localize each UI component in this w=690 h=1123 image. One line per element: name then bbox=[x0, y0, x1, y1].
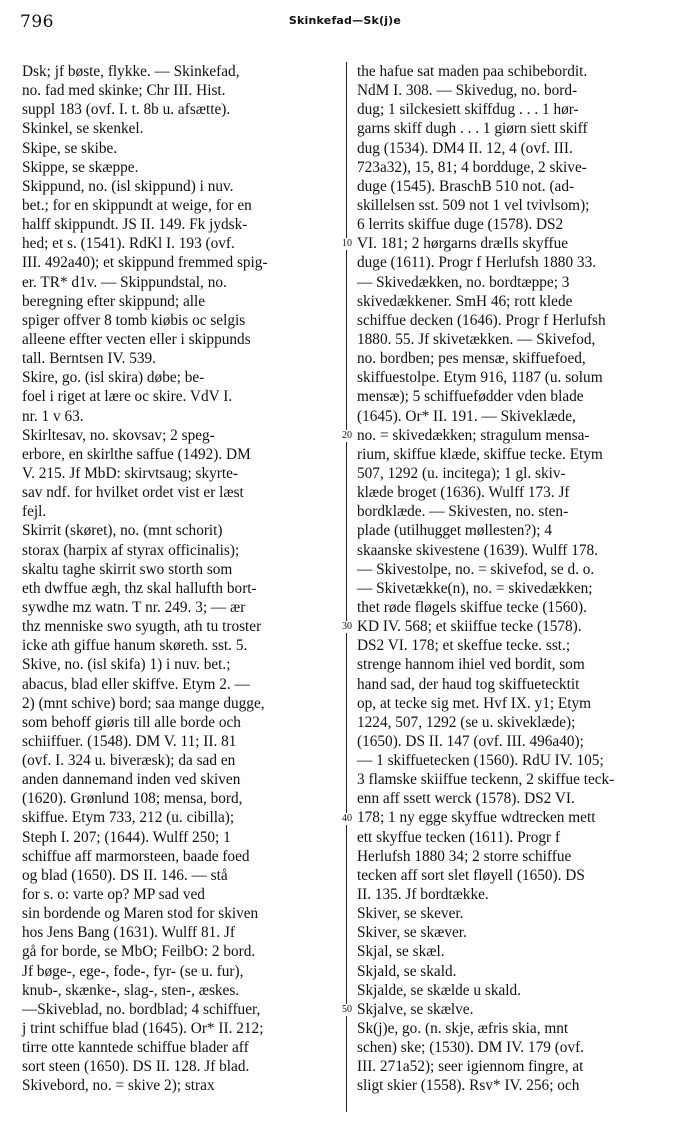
left-column-line: eth dwffue ægh, thz skal hallufth bort- bbox=[22, 579, 257, 597]
right-column-line: — Skivedækken, no. bordtæppe; 3 bbox=[357, 273, 570, 291]
right-column-line: hand sad, der haud tog skiffuetecktit bbox=[357, 675, 580, 693]
left-column-line: Jf bøge-, ege-, fode-, fyr- (se u. fur), bbox=[22, 962, 244, 980]
left-column-line: halff skippundt. JS II. 149. Fk jydsk- bbox=[22, 216, 248, 234]
right-column-line: II. 135. Jf bordtække. bbox=[357, 886, 489, 904]
right-column-line: bordklæde. — Skivesten, no. sten- bbox=[357, 503, 569, 521]
left-column-line: j trint schiffue blad (1645). Or* II. 212; bbox=[22, 1020, 264, 1038]
right-column-line: tecken aff sort slet fløyell (1650). DS bbox=[357, 866, 585, 884]
right-column-line: schen) ske; (1530). DM IV. 179 (ovf. bbox=[357, 1039, 585, 1057]
right-column-line: 1880. 55. Jf skivetækken. — Skivefod, bbox=[357, 330, 596, 348]
right-column-line: (1645). Or* II. 191. — Skiveklæde, bbox=[357, 407, 576, 425]
right-column-line: op, at tecke sig met. Hvf IX. y1; Etym bbox=[357, 694, 592, 712]
right-column-line: Skjalve, se skælve. bbox=[357, 1000, 474, 1018]
right-column-line: III. 271a52); seer igiennom fingre, at bbox=[357, 1058, 584, 1076]
left-column-line: skaltu taghe skirrit swo storth som bbox=[22, 560, 233, 578]
right-column-line: skivedækkener. SmH 46; rott klede bbox=[357, 292, 573, 310]
left-column-line: Skippund, no. (isl skippund) i nuv. bbox=[22, 177, 234, 195]
left-column-line: beregning efter skippund; alle bbox=[22, 292, 206, 310]
right-column-line: garns skiff dugh . . . 1 giørn siett skiff bbox=[357, 120, 588, 138]
left-column-line: hed; et s. (1541). RdKl I. 193 (ovf. bbox=[22, 235, 235, 253]
right-column-line: DS2 VI. 178; et skeffue tecke. sst.; bbox=[357, 637, 571, 655]
left-column-line: —Skiveblad, no. bordblad; 4 schiffuer, bbox=[22, 1000, 261, 1018]
right-column-line: strenge hannom ihiel ved bordit, som bbox=[357, 656, 585, 674]
right-column-line: duge (1611). Progr f Herlufsh 1880 33. bbox=[357, 254, 597, 272]
right-column-line: sligt skier (1558). Rsv* IV. 256; och bbox=[357, 1077, 580, 1095]
left-column-line: storax (harpix af styrax officinalis); bbox=[22, 541, 240, 559]
left-column-line: Dsk; jf bøste, flykke. — Skinkefad, bbox=[22, 63, 240, 80]
right-column-line: mensæ); 5 schiffuefødder vden blade bbox=[357, 388, 584, 406]
left-column-line: Skippe, se skæppe. bbox=[22, 158, 139, 176]
left-column-line: foel i riget at lære oc skire. VdV I. bbox=[22, 388, 233, 406]
left-column-line: gå for borde, se MbO; FeilbO: 2 bord. bbox=[22, 943, 256, 961]
right-column-line: (1650). DS II. 147 (ovf. III. 496a40); bbox=[357, 732, 584, 750]
right-column-line: Herlufsh 1880 34; 2 storre schiffue bbox=[357, 847, 572, 865]
left-column-line: III. 492a40); et skippund fremmed spig- bbox=[22, 254, 268, 272]
left-column-line: som behoff giøris till alle borde och bbox=[22, 713, 241, 731]
left-column-line: thz menniske swo syugth, ath tu troster bbox=[22, 618, 262, 636]
left-column-line: alleene effter vecten eller i skippunds bbox=[22, 330, 251, 348]
left-column-line: Skirltesav, no. skovsav; 2 speg- bbox=[22, 426, 215, 444]
right-column-line: ett skyffue tecken (1611). Progr f bbox=[357, 828, 561, 846]
left-column-line: spiger offver 8 tomb kiøbis oc selgis bbox=[22, 311, 246, 329]
right-column-line: dug (1534). DM4 II. 12, 4 (ovf. III. bbox=[357, 139, 573, 157]
right-column-line: 3 flamske skiiffue teckenn, 2 skiffue teck- bbox=[357, 771, 615, 789]
left-column-line: sin bordende og Maren stod for skiven bbox=[22, 905, 259, 923]
right-column-line: 1224, 507, 1292 (se u. skiveklæde); bbox=[357, 713, 576, 731]
left-column-line: hos Jens Bang (1631). Wulff 81. Jf bbox=[22, 924, 235, 942]
right-column bbox=[357, 62, 675, 1096]
margin-line-number: 40 bbox=[336, 813, 358, 825]
right-column-line: enn aff ssett werck (1578). DS2 VI. bbox=[357, 790, 575, 808]
left-column-line: knub-, skænke-, slag-, sten-, æskes. bbox=[22, 981, 240, 999]
right-column-line: no. bordben; pes mensæ, skiffuefoed, bbox=[357, 350, 586, 368]
left-column-line: Skive, no. (isl skifa) 1) i nuv. bet.; bbox=[22, 656, 231, 674]
right-column-line: klæde broget (1636). Wulff 173. Jf bbox=[357, 484, 570, 502]
margin-line-number: 30 bbox=[336, 621, 358, 633]
left-column-line: Skivebord, no. = skive 2); strax bbox=[22, 1077, 215, 1095]
left-column-line: schiiffuer. (1548). DM V. 11; II. 81 bbox=[22, 732, 237, 750]
left-column-line: fejl. bbox=[22, 503, 47, 521]
left-column-line: anden dannemand inden ved skiven bbox=[22, 771, 241, 789]
left-column-line: sort steen (1650). DS II. 128. Jf blad. bbox=[22, 1058, 250, 1076]
margin-line-number: 50 bbox=[336, 1004, 358, 1016]
left-column-line: sywdhe mz watn. T nr. 249. 3; — ær bbox=[22, 598, 246, 616]
left-column-line: no. fad med skinke; Chr III. Hist. bbox=[22, 82, 226, 100]
right-column-line: KD IV. 568; et skiiffue tecke (1578). bbox=[357, 618, 582, 636]
left-column-line: sav ndf. for hvilket ordet vist er læst bbox=[22, 484, 244, 502]
right-column-line: 6 lerrits skiffue duge (1578). DS2 bbox=[357, 216, 564, 234]
right-column-line: Skiver, se skever. bbox=[357, 905, 464, 923]
right-column-line: dug; 1 silckesiett skiffdug . . . 1 hør- bbox=[357, 101, 579, 119]
left-column-line: suppl 183 (ovf. I. t. 8b u. afsætte). bbox=[22, 101, 231, 119]
left-column-line: V. 215. Jf MbD: skirvtsaug; skyrte- bbox=[22, 464, 238, 482]
left-column-line: (1620). Grønlund 108; mensa, bord, bbox=[22, 790, 243, 808]
left-column-line: Skire, go. (isl skira) døbe; be- bbox=[22, 369, 205, 387]
column-divider bbox=[346, 62, 347, 1112]
right-column-line: skiffuestolpe. Etym 916, 1187 (u. solum bbox=[357, 369, 603, 387]
right-column-line: NdM I. 308. — Skivedug, no. bord- bbox=[357, 82, 578, 100]
right-column-line: 507, 1292 (u. incitega); 1 gl. skiv- bbox=[357, 464, 566, 482]
left-column bbox=[22, 62, 340, 1096]
right-column-line: Skjald, se skald. bbox=[357, 962, 457, 980]
margin-line-number: 20 bbox=[336, 430, 358, 442]
right-column-line: Sk(j)e, go. (n. skje, æfris skia, mnt bbox=[357, 1020, 569, 1038]
right-column-line: plade (utilhugget møllesten?); 4 bbox=[357, 522, 552, 540]
right-column-line: the hafue sat maden paa schibebordit. bbox=[357, 63, 588, 80]
right-column-line: skillelsen sst. 509 not 1 vel tvivlsom); bbox=[357, 196, 590, 214]
right-column-line: no. = skivedækken; stragulum mensa- bbox=[357, 426, 590, 444]
margin-line-number: 10 bbox=[336, 238, 358, 250]
right-column-line: rium, skiffue klæde, skiffue tecke. Etym bbox=[357, 445, 603, 463]
page-header bbox=[0, 12, 690, 36]
right-column-line: VI. 181; 2 hørgarns dræIls skyffue bbox=[357, 235, 569, 253]
right-column-line: — Skivetække(n), no. = skivedækken; bbox=[357, 579, 593, 597]
right-column-line: skaanske skivestene (1639). Wulff 178. bbox=[357, 541, 598, 559]
left-column-line: for s. o: varte op? MP sad ved bbox=[22, 886, 205, 904]
left-column-line: er. TR* d1v. — Skippundstal, no. bbox=[22, 273, 227, 291]
right-column-line: 178; 1 ny egge skyffue wdtrecken mett bbox=[357, 809, 596, 827]
right-column-line: duge (1545). BraschB 510 not. (ad- bbox=[357, 177, 575, 195]
left-column-line: og blad (1650). DS II. 146. — stå bbox=[22, 866, 228, 884]
left-column-line: tirre otte kanntede schiffue blader aff bbox=[22, 1039, 249, 1057]
left-column-line: erbore, en skirlthe saffue (1492). DM bbox=[22, 445, 251, 463]
left-column-line: icke ath giffue hanum skøreth. sst. 5. bbox=[22, 637, 248, 655]
left-column-line: abacus, blad eller skiffve. Etym 2. — bbox=[22, 675, 250, 693]
right-column-line: Skjalde, se skælde u skald. bbox=[357, 981, 522, 999]
left-column-line: Skipe, se skibe. bbox=[22, 139, 118, 157]
right-column-line: schiffue decken (1646). Progr f Herlufsh bbox=[357, 311, 606, 329]
right-column-line: Skjal, se skæl. bbox=[357, 943, 445, 961]
left-column-line: (ovf. I. 324 u. biveræsk); da sad en bbox=[22, 752, 236, 770]
left-column-line: bet.; for en skippundt at weige, for en bbox=[22, 196, 252, 214]
running-head: Skinkefad—Sk(j)e bbox=[288, 14, 402, 27]
left-column-line: Skirrit (skøret), no. (mnt schorit) bbox=[22, 522, 223, 540]
left-column-line: tall. Berntsen IV. 539. bbox=[22, 350, 156, 368]
right-column-line: 723a32), 15, 81; 4 bordduge, 2 skive- bbox=[357, 158, 587, 176]
left-column-line: Skinkel, se skenkel. bbox=[22, 120, 144, 138]
left-column-line: Steph I. 207; (1644). Wulff 250; 1 bbox=[22, 828, 231, 846]
left-column-line: skiffue. Etym 733, 212 (u. cibilla); bbox=[22, 809, 235, 827]
page-number: 796 bbox=[20, 12, 54, 32]
left-column-line: 2) (mnt schive) bord; saa mange dugge, bbox=[22, 694, 265, 712]
right-column-line: thet røde fløgels skiffue tecke (1560). bbox=[357, 598, 587, 616]
right-column-line: Skiver, se skæver. bbox=[357, 924, 467, 942]
left-column-line: nr. 1 v 63. bbox=[22, 407, 84, 425]
right-column-line: — 1 skiffuetecken (1560). RdU IV. 105; bbox=[357, 752, 604, 770]
right-column-line: — Skivestolpe, no. = skivefod, se d. o. bbox=[357, 560, 595, 578]
left-column-line: schiffue aff marmorsteen, baade foed bbox=[22, 847, 250, 865]
